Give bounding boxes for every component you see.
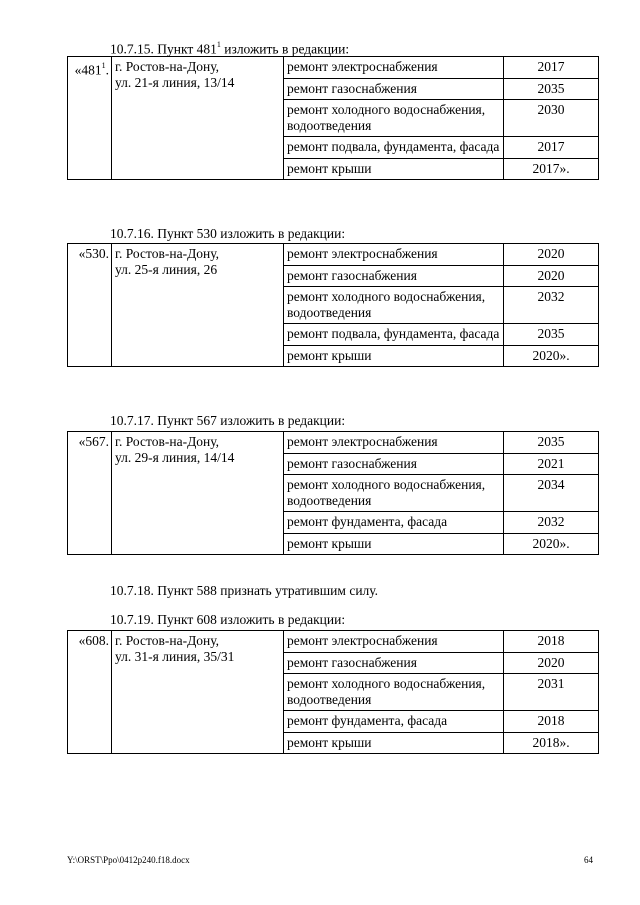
register-table-567 [67, 431, 599, 555]
work-year: 2017». [504, 158, 599, 180]
work-type: ремонт подвала, фундамента, фасада [284, 324, 504, 346]
work-year: 2020». [504, 533, 599, 555]
work-type: ремонт холодного водоснабжения, водоотведения [284, 287, 504, 324]
footer-page-number: 64 [584, 855, 593, 865]
work-year: 2032 [504, 512, 599, 534]
work-type: ремонт подвала, фундамента, фасада [284, 137, 504, 159]
work-type: ремонт газоснабжения [284, 652, 504, 674]
work-type: ремонт крыши [284, 732, 504, 754]
work-type: ремонт фундамента, фасада [284, 711, 504, 733]
work-type: ремонт холодного водоснабжения, водоотведения [284, 100, 504, 137]
work-year: 2035 [504, 324, 599, 346]
work-year: 2020 [504, 652, 599, 674]
section-heading-10-7-16: 10.7.16. Пункт 530 изложить в редакции: [110, 226, 346, 241]
register-table-481 [67, 56, 599, 180]
work-type: ремонт газоснабжения [284, 78, 504, 100]
footer-file-path: Y:\ORST\Ppo\0412p240.f18.docx [67, 855, 190, 865]
section-heading-10-7-19: 10.7.19. Пункт 608 изложить в редакции: [110, 612, 346, 627]
item-number: «530. [68, 244, 112, 367]
work-year: 2020 [504, 244, 599, 266]
register-table-530 [67, 243, 599, 367]
work-year: 2017 [504, 57, 599, 79]
item-address: г. Ростов-на-Дону, ул. 29-я линия, 14/14 [112, 432, 284, 555]
section-heading-10-7-17: 10.7.17. Пункт 567 изложить в редакции: [110, 413, 346, 428]
item-number: «608. [68, 631, 112, 754]
work-type: ремонт электроснабжения [284, 244, 504, 266]
work-year: 2032 [504, 287, 599, 324]
work-year: 2021 [504, 453, 599, 475]
work-year: 2018». [504, 732, 599, 754]
work-type: ремонт электроснабжения [284, 57, 504, 79]
work-year: 2017 [504, 137, 599, 159]
work-type: ремонт газоснабжения [284, 453, 504, 475]
item-address: г. Ростов-на-Дону, ул. 25-я линия, 26 [112, 244, 284, 367]
work-type: ремонт крыши [284, 345, 504, 367]
work-year: 2020 [504, 265, 599, 287]
work-year: 2035 [504, 432, 599, 454]
work-type: ремонт крыши [284, 533, 504, 555]
register-table-608 [67, 630, 599, 754]
work-type: ремонт фундамента, фасада [284, 512, 504, 534]
work-year: 2030 [504, 100, 599, 137]
item-number: «567. [68, 432, 112, 555]
work-year: 2035 [504, 78, 599, 100]
work-year: 2018 [504, 711, 599, 733]
work-type: ремонт холодного водоснабжения, водоотведения [284, 475, 504, 512]
work-type: ремонт газоснабжения [284, 265, 504, 287]
work-type: ремонт крыши [284, 158, 504, 180]
work-year: 2031 [504, 674, 599, 711]
section-heading-10-7-15: 10.7.15. Пункт $481^1$ изложить в редакции: [110, 40, 350, 57]
item-number: «$481^1$. [68, 57, 112, 180]
work-type: ремонт холодного водоснабжения, водоотведения [284, 674, 504, 711]
work-year: 2034 [504, 475, 599, 512]
work-year: 2018 [504, 631, 599, 653]
section-heading-10-7-18: 10.7.18. Пункт 588 признать утратившим силу. [110, 583, 379, 598]
work-type: ремонт электроснабжения [284, 631, 504, 653]
item-address: г. Ростов-на-Дону, ул. 21-я линия, 13/14 [112, 57, 284, 180]
item-address: г. Ростов-на-Дону, ул. 31-я линия, 35/31 [112, 631, 284, 754]
work-type: ремонт электроснабжения [284, 432, 504, 454]
work-year: 2020». [504, 345, 599, 367]
